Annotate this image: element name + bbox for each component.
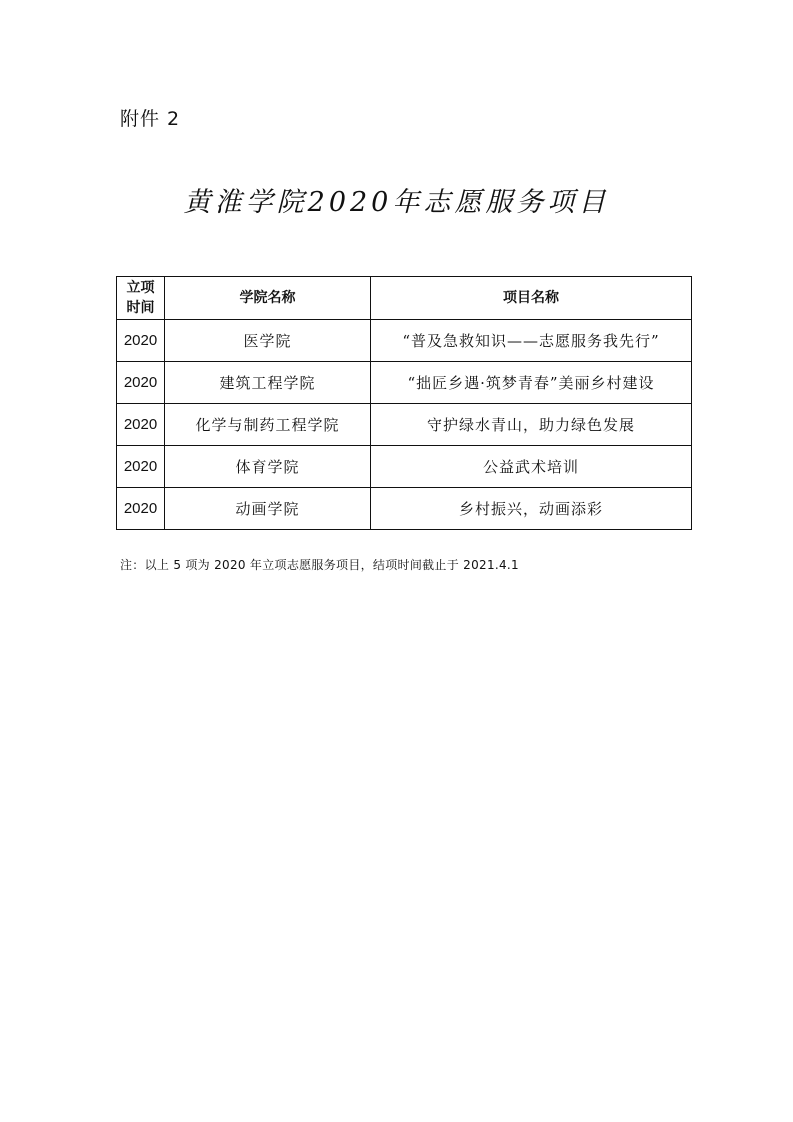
table-header-row bbox=[117, 277, 692, 320]
row-year: 2020 bbox=[117, 446, 165, 488]
row-project: 乡村振兴，动画添彩 bbox=[371, 488, 692, 530]
row-year: 2020 bbox=[117, 404, 165, 446]
header-year-line2: 时间 bbox=[126, 300, 155, 316]
row-year: 2020 bbox=[117, 488, 165, 530]
row-college: 建筑工程学院 bbox=[165, 362, 371, 404]
row-college: 体育学院 bbox=[165, 446, 371, 488]
table-row bbox=[117, 446, 692, 488]
table-row bbox=[117, 362, 692, 404]
projects-table bbox=[116, 276, 692, 530]
row-college: 化学与制药工程学院 bbox=[165, 404, 371, 446]
row-college: 医学院 bbox=[165, 320, 371, 362]
row-college: 动画学院 bbox=[165, 488, 371, 530]
row-year: 2020 bbox=[117, 320, 165, 362]
footnote: 注：以上 5 项为 2020 年立项志愿服务项目，结项时间截止于 2021.4.1 bbox=[120, 558, 519, 572]
row-project: “拙匠乡遇·筑梦青春”美丽乡村建设 bbox=[371, 362, 692, 404]
row-project: 守护绿水青山，助力绿色发展 bbox=[371, 404, 692, 446]
table-row bbox=[117, 320, 692, 362]
table-row bbox=[117, 404, 692, 446]
row-project: “普及急救知识——志愿服务我先行” bbox=[371, 320, 692, 362]
table-row bbox=[117, 488, 692, 530]
row-project: 公益武术培训 bbox=[371, 446, 692, 488]
header-year bbox=[117, 277, 165, 320]
header-college: 学院名称 bbox=[165, 277, 371, 320]
header-project: 项目名称 bbox=[371, 277, 692, 320]
page-title: 黄淮学院2020年志愿服务项目 bbox=[183, 187, 610, 218]
attachment-label: 附件 2 bbox=[120, 108, 181, 130]
row-year: 2020 bbox=[117, 362, 165, 404]
header-year-line1: 立项 bbox=[126, 280, 155, 296]
